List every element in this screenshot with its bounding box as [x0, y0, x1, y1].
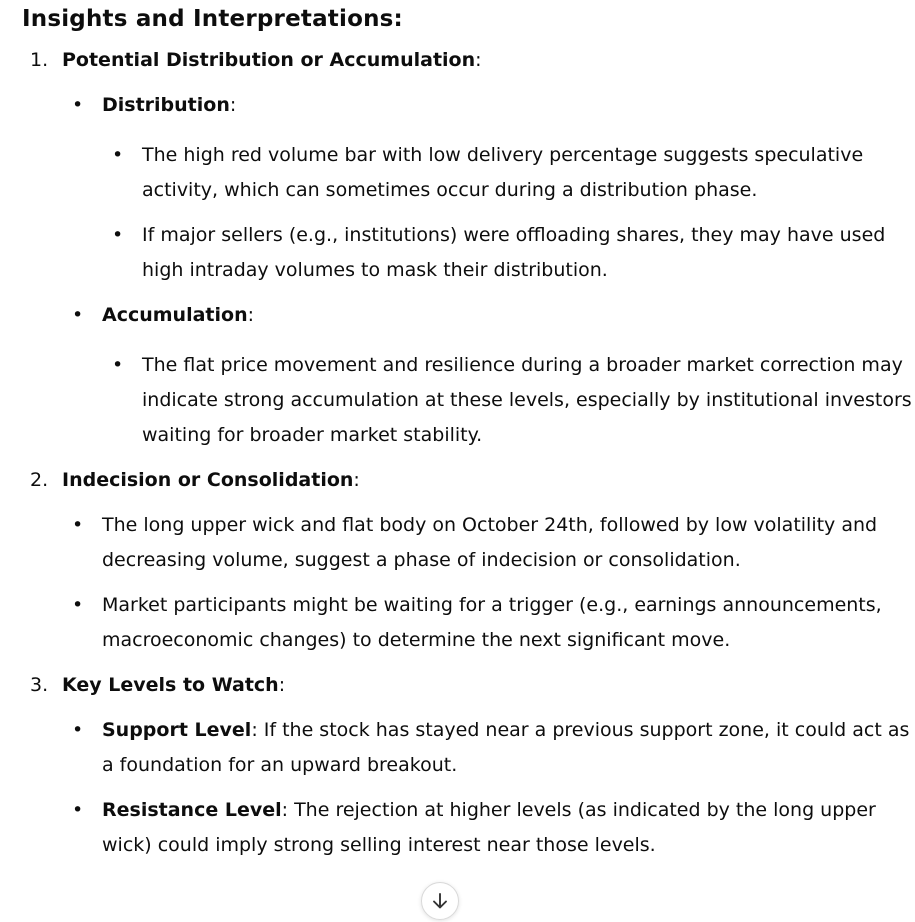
list-item: • Resistance Level: The rejection at higher levels (as indicated by the long upper wick) could imply strong selling interest near those levels.	[62, 783, 912, 863]
bullet-item-distribution: • Distribution: • The high red volume bar with low delivery percentage suggests speculative activity, which can sometimes occur during a distribution phase. • If major sellers (e.g., institutions) were offloading shares, they may have used high intraday volumes to mask their distribution.	[62, 78, 912, 288]
list-item-title: Potential Distribution or Accumulation:	[62, 49, 482, 71]
list-item-title: Indecision or Consolidation:	[62, 469, 360, 491]
list-item: • The flat price movement and resilience during a broader market correction may indicate strong accumulation at these levels, especially by institutional investors waiting for broader market stability.	[102, 333, 912, 453]
list-item: • If major sellers (e.g., institutions) were offloading shares, they may have used high intraday volumes to mask their distribution.	[102, 208, 912, 288]
bullet-icon: •	[72, 94, 84, 116]
bullet-list	[62, 78, 912, 453]
section-heading: Insights and Interpretations:	[22, 6, 403, 32]
list-item-3	[22, 658, 912, 863]
bullet-icon: •	[72, 799, 84, 821]
bullet-icon: •	[112, 224, 124, 246]
scroll-to-bottom-button[interactable]	[421, 882, 459, 920]
bullet-icon: •	[72, 594, 84, 616]
list-item-1	[22, 33, 912, 453]
bullet-list	[62, 703, 912, 863]
nested-bullet-list	[102, 333, 912, 453]
message-content	[22, 0, 912, 863]
arrow-down-icon	[430, 891, 450, 911]
bullet-icon: •	[72, 514, 84, 536]
nested-bullet-list	[102, 123, 912, 288]
list-number: 3.	[30, 674, 49, 696]
bullet-list	[62, 498, 912, 658]
bullet-icon: •	[112, 144, 124, 166]
list-item-2	[22, 453, 912, 658]
subsection-title: Distribution	[102, 94, 230, 116]
subsection-title: Accumulation	[102, 304, 248, 326]
bullet-icon: •	[72, 304, 84, 326]
bullet-icon: •	[112, 354, 124, 376]
bullet-icon: •	[72, 719, 84, 741]
bullet-item-accumulation: • Accumulation: • The flat price movement and resilience during a broader market correction may indicate strong accumulation at these levels, especially by institutional investors waiting for broader market stability.	[62, 288, 912, 453]
list-item: • Market participants might be waiting for a trigger (e.g., earnings announcements, macroeconomic changes) to determine the next significant move.	[62, 578, 912, 658]
list-item: • The long upper wick and flat body on October 24th, followed by low volatility and decreasing volume, suggest a phase of indecision or consolidation.	[62, 498, 912, 578]
list-item: • Support Level: If the stock has stayed near a previous support zone, it could act as a foundation for an upward breakout.	[62, 703, 912, 783]
list-number: 1.	[30, 49, 49, 71]
numbered-list	[22, 33, 912, 863]
list-item-title: Key Levels to Watch:	[62, 674, 286, 696]
list-number: 2.	[30, 469, 49, 491]
list-item: • The high red volume bar with low delivery percentage suggests speculative activity, which can sometimes occur during a distribution phase.	[102, 123, 912, 208]
